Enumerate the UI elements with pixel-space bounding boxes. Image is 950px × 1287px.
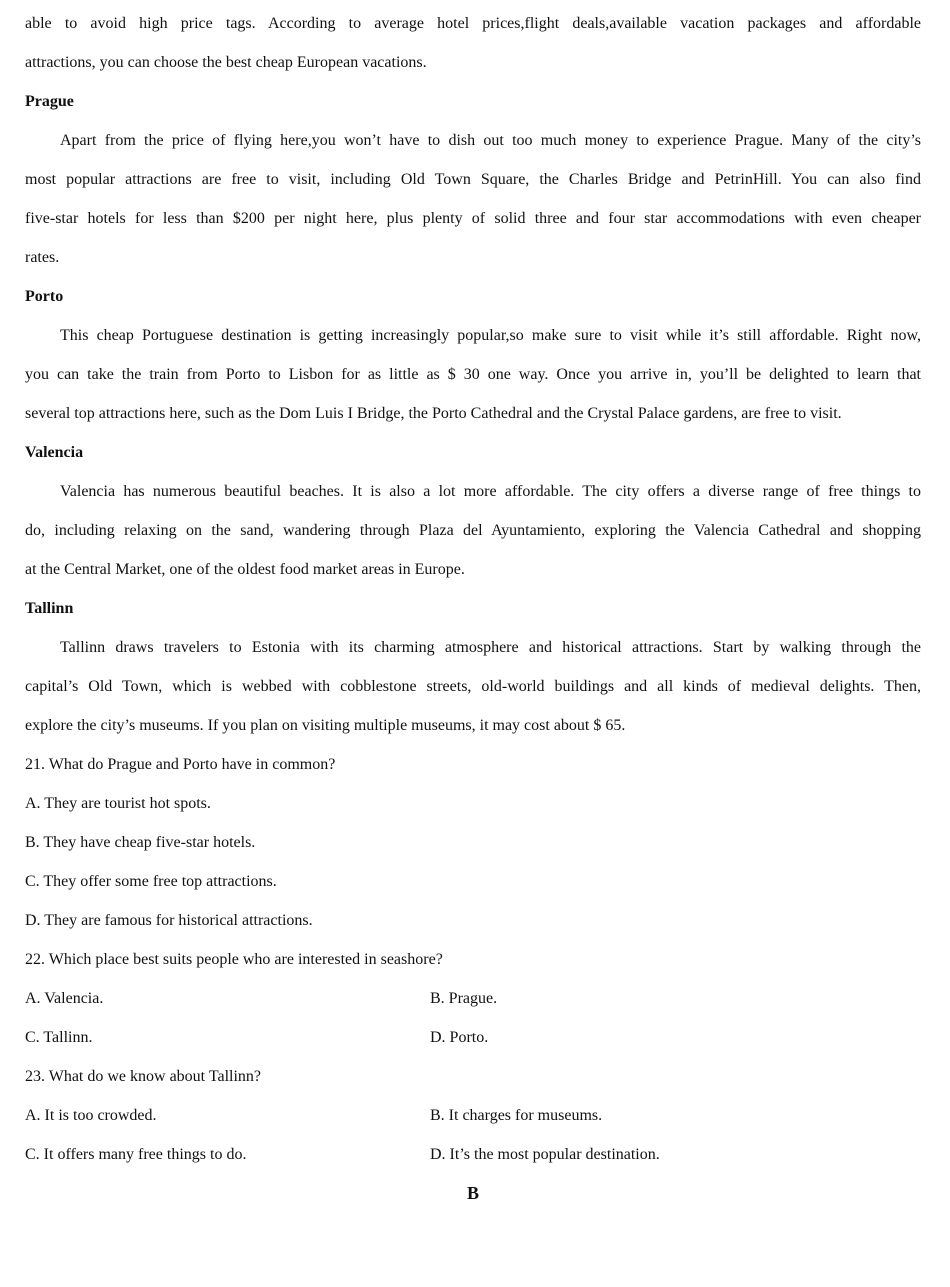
section-heading: Porto [25,288,64,305]
option-row [25,1018,921,1057]
option-c: C. Tallinn. [25,1029,93,1046]
paragraph-line: Valencia has numerous beautiful beaches. It is also a lot more affordable. The city offers a diverse range of free things to [60,483,921,500]
next-section-heading: B [466,1183,479,1203]
option-b: B. It charges for museums. [430,1107,603,1124]
option-a: A. They are tourist hot spots. [25,795,211,812]
paragraph-line: Tallinn draws travelers to Estonia with its charming atmosphere and historical attractions. Start by walking through the [60,639,921,656]
paragraph-line: five-star hotels for less than $200 per night here, plus plenty of solid three and four star accommodations with even cheaper [25,210,921,227]
option-row [25,979,921,1018]
section-heading: Valencia [25,444,84,461]
section-heading: Prague [25,93,74,110]
paragraph-line: several top attractions here, such as the Dom Luis I Bridge, the Porto Cathedral and the Crystal Palace gardens, are free to visit. [25,405,842,422]
option-d: D. Porto. [430,1029,489,1046]
paragraph-line: able to avoid high price tags. According to average hotel prices,flight deals,available vacation packages and affordable [25,15,921,32]
option-b: B. Prague. [430,990,498,1007]
paragraph-line: most popular attractions are free to visit, including Old Town Square, the Charles Bridge and PetrinHill. You can also find [25,171,921,188]
question-23 [25,1057,921,1174]
section-heading: Tallinn [25,600,74,617]
question-stem: 23. What do we know about Tallinn? [25,1068,262,1085]
option-d: D. They are famous for historical attractions. [25,912,313,929]
paragraph-line: Apart from the price of flying here,you won’t have to dish out too much money to experience Prague. Many of the city’s [60,132,921,149]
paragraph-line: This cheap Portuguese destination is getting increasingly popular,so make sure to visit while it’s still affordable. Right now, [60,327,921,344]
question-21 [25,745,921,940]
question-stem: 22. Which place best suits people who are interested in seashore? [25,951,443,968]
section-valencia [25,433,921,589]
option-d: D. It’s the most popular destination. [430,1146,660,1163]
option-row [25,1096,921,1135]
document-page [25,4,921,1213]
paragraph-line: capital’s Old Town, which is webbed with cobblestone streets, old-world buildings and all kinds of medieval delights. Then, [25,678,921,695]
paragraph-line: do, including relaxing on the sand, wandering through Plaza del Ayuntamiento, exploring the Valencia Cathedral and shopping [25,522,921,539]
paragraph-line: rates. [25,249,60,266]
paragraph-line: attractions, you can choose the best cheap European vacations. [25,54,427,71]
option-a: A. It is too crowded. [25,1107,157,1124]
question-stem: 21. What do Prague and Porto have in common? [25,756,336,773]
paragraph-line: at the Central Market, one of the oldest food market areas in Europe. [25,561,465,578]
option-b: B. They have cheap five-star hotels. [25,834,256,851]
option-a: A. Valencia. [25,990,104,1007]
paragraph-line: you can take the train from Porto to Lisbon for as little as $ 30 one way. Once you arrive in, you’ll be delighted to learn that [25,366,921,383]
option-row [25,1135,921,1174]
option-c: C. It offers many free things to do. [25,1146,247,1163]
option-c: C. They offer some free top attractions. [25,873,277,890]
section-porto [25,277,921,433]
section-tallinn [25,589,921,745]
intro-paragraph [25,4,921,82]
section-prague [25,82,921,277]
paragraph-line: explore the city’s museums. If you plan on visiting multiple museums, it may cost about $ 65. [25,717,626,734]
question-22 [25,940,921,1057]
